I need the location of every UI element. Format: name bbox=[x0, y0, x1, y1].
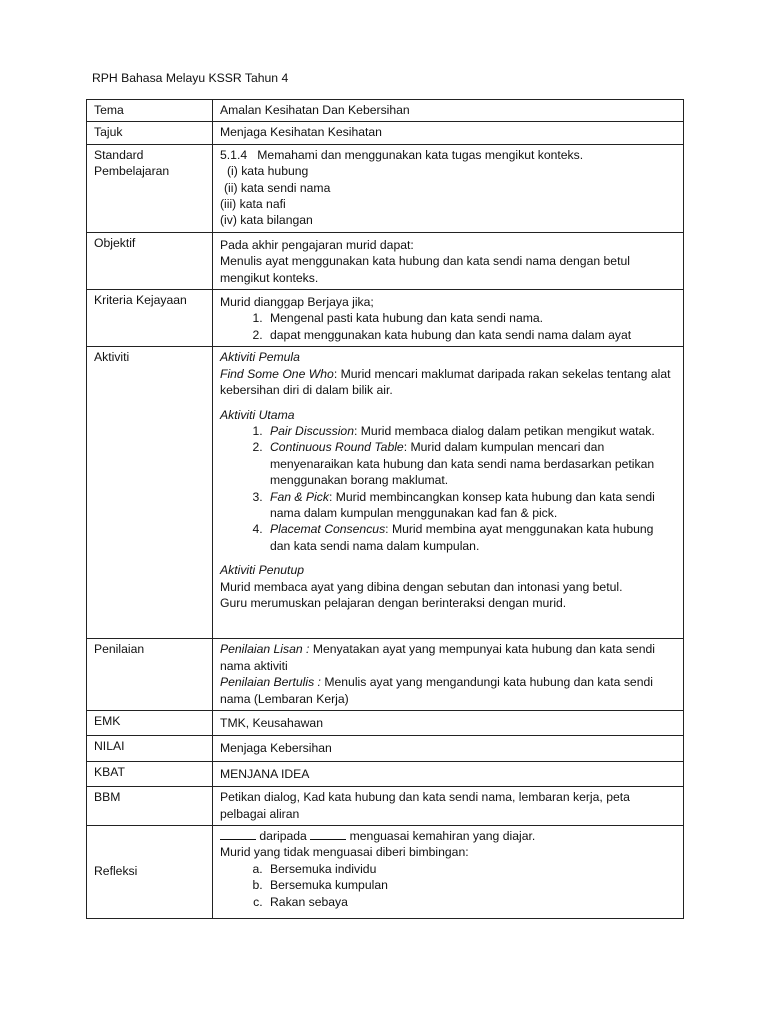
row-nilai bbox=[87, 736, 684, 761]
row-standard bbox=[87, 144, 684, 232]
label-refleksi: Refleksi bbox=[87, 825, 213, 918]
kriteria-list bbox=[220, 310, 677, 343]
pemula-method: Find Some One Who bbox=[220, 366, 334, 381]
aktiviti-penutup-heading: Aktiviti Penutup bbox=[220, 563, 305, 578]
value-emk: TMK, Keusahawan bbox=[213, 710, 684, 735]
value-refleksi bbox=[213, 825, 684, 918]
utama-item: 1. Pair Discussion: Murid membaca dialog dalam petikan mengikut watak. bbox=[266, 423, 677, 439]
standard-code-line: 5.1.4 Memahami dan menggunakan kata tugas mengikut konteks. bbox=[220, 147, 584, 162]
label-nilai: NILAI bbox=[87, 736, 213, 761]
blank-line bbox=[220, 829, 256, 840]
label-emk: EMK bbox=[87, 710, 213, 735]
label-tema: Tema bbox=[87, 100, 213, 122]
standard-item-ii: (ii) kata sendi nama bbox=[224, 180, 331, 195]
document-title: RPH Bahasa Melayu KSSR Tahun 4 bbox=[92, 71, 289, 85]
value-tajuk: Menjaga Kesihatan Kesihatan bbox=[213, 122, 684, 144]
kriteria-item: 1. Mengenal pasti kata hubung dan kata sendi nama. bbox=[266, 310, 677, 326]
label-aktiviti: Aktiviti bbox=[87, 347, 213, 639]
aktiviti-pemula-heading: Aktiviti Pemula bbox=[220, 350, 300, 365]
label-penilaian: Penilaian bbox=[87, 639, 213, 711]
row-tajuk bbox=[87, 122, 684, 144]
penilaian-lisan: Penilaian Lisan : Menyatakan ayat yang mempunyai kata hubung dan kata sendi nama aktiviti bbox=[220, 642, 655, 673]
aktiviti-utama-list bbox=[220, 423, 677, 554]
label-tajuk: Tajuk bbox=[87, 122, 213, 144]
row-refleksi bbox=[87, 825, 684, 918]
utama-item: 4. Placemat Consencus: Murid membina ayat menggunakan kata hubung dan kata sendi nama dalam kumpulan. bbox=[266, 521, 677, 554]
refleksi-line1: daripada menguasai kemahiran yang diajar. bbox=[220, 828, 677, 844]
refleksi-item: b. Bersemuka kumpulan bbox=[266, 877, 677, 893]
objektif-text: Menulis ayat menggunakan kata hubung dan kata sendi nama dengan betul mengikut konteks. bbox=[220, 254, 630, 285]
aktiviti-penutup-line2: Guru merumuskan pelajaran dengan berinteraksi dengan murid. bbox=[220, 595, 567, 610]
row-emk bbox=[87, 710, 684, 735]
row-kriteria bbox=[87, 290, 684, 347]
label-objektif: Objektif bbox=[87, 232, 213, 289]
standard-item-iv: (iv) kata bilangan bbox=[220, 213, 313, 228]
refleksi-line2: Murid yang tidak menguasai diberi bimbingan: bbox=[220, 845, 469, 860]
aktiviti-utama-heading: Aktiviti Utama bbox=[220, 407, 295, 422]
standard-item-i: (i) kata hubung bbox=[227, 164, 309, 179]
row-kbat bbox=[87, 761, 684, 786]
refleksi-item: a. Bersemuka individu bbox=[266, 861, 677, 877]
refleksi-list bbox=[220, 861, 677, 910]
row-penilaian bbox=[87, 639, 684, 711]
row-tema bbox=[87, 100, 684, 122]
label-bbm: BBM bbox=[87, 787, 213, 826]
value-penilaian bbox=[213, 639, 684, 711]
value-standard bbox=[213, 144, 684, 232]
label-standard-line2: Pembelajaran bbox=[94, 164, 170, 179]
label-kriteria: Kriteria Kejayaan bbox=[87, 290, 213, 347]
utama-item: 2. Continuous Round Table: Murid dalam kumpulan mencari dan menyenaraikan kata hubung dan kata sendi nama berdasarkan petikan menggunakan borang maklumat. bbox=[266, 439, 677, 488]
row-aktiviti bbox=[87, 347, 684, 639]
value-kriteria bbox=[213, 290, 684, 347]
value-objektif bbox=[213, 232, 684, 289]
lesson-plan-table bbox=[86, 99, 684, 919]
refleksi-item: c. Rakan sebaya bbox=[266, 894, 677, 910]
penilaian-bertulis: Penilaian Bertulis : Menulis ayat yang mengandungi kata hubung dan kata sendi nama (Lembaran Kerja) bbox=[220, 675, 653, 706]
label-kbat: KBAT bbox=[87, 761, 213, 786]
utama-item: 3. Fan & Pick: Murid membincangkan konsep kata hubung dan kata sendi nama dalam kumpulan menggunakan kad fan & pick. bbox=[266, 489, 677, 522]
value-bbm: Petikan dialog, Kad kata hubung dan kata sendi nama, lembaran kerja, peta pelbagai aliran bbox=[213, 787, 684, 826]
kriteria-intro: Murid dianggap Berjaya jika; bbox=[220, 295, 374, 310]
standard-item-iii: (iii) kata nafi bbox=[220, 197, 286, 212]
value-tema: Amalan Kesihatan Dan Kebersihan bbox=[213, 100, 684, 122]
value-kbat: MENJANA IDEA bbox=[213, 761, 684, 786]
kriteria-item: 2. dapat menggunakan kata hubung dan kata sendi nama dalam ayat bbox=[266, 327, 677, 343]
value-nilai: Menjaga Kebersihan bbox=[213, 736, 684, 761]
row-objektif bbox=[87, 232, 684, 289]
aktiviti-pemula-text: Find Some One Who: Murid mencari maklumat daripada rakan sekelas tentang alat kebersihan diri di dalam bilik air. bbox=[220, 366, 671, 398]
row-bbm bbox=[87, 787, 684, 826]
aktiviti-penutup-line1: Murid membaca ayat yang dibina dengan sebutan dan intonasi yang betul. bbox=[220, 579, 623, 594]
label-standard bbox=[87, 144, 213, 232]
blank-line bbox=[310, 829, 346, 840]
objektif-intro: Pada akhir pengajaran murid dapat: bbox=[220, 237, 414, 252]
label-standard-line1: Standard bbox=[94, 147, 144, 162]
value-aktiviti bbox=[213, 347, 684, 639]
